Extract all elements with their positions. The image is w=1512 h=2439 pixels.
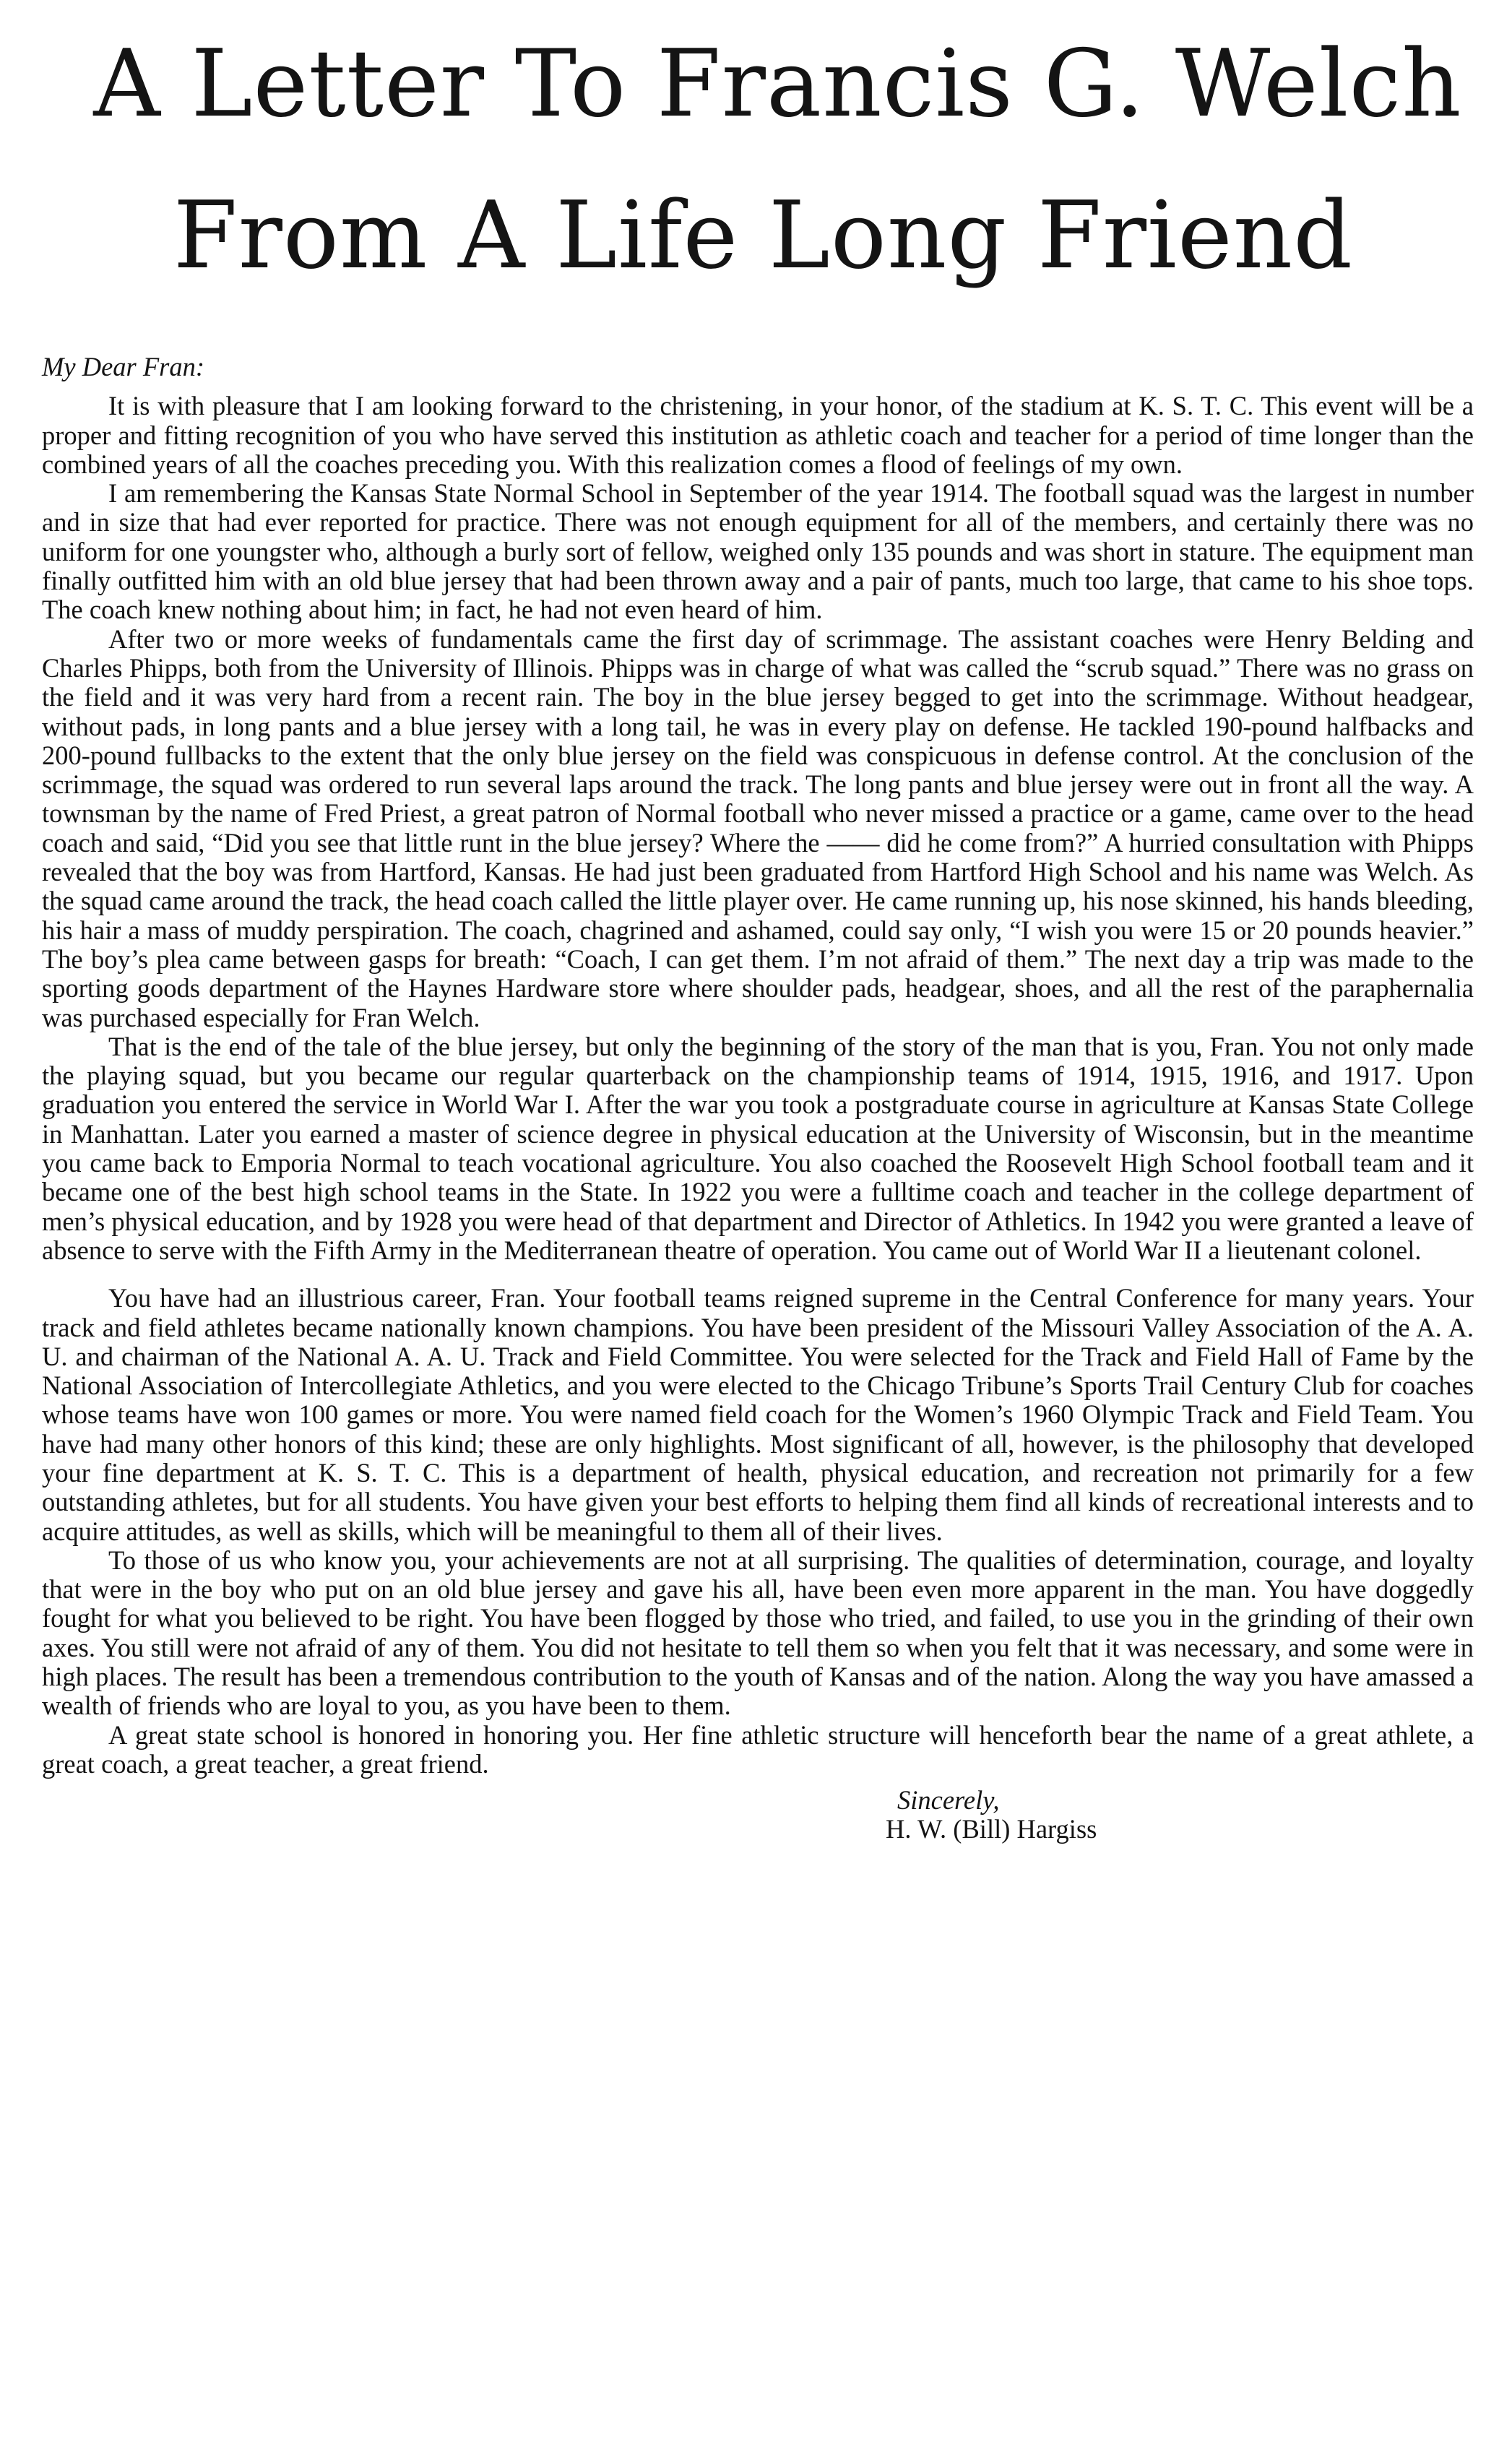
valediction: Sincerely, bbox=[897, 1785, 1000, 1816]
closing-block bbox=[886, 1786, 1474, 1844]
paragraph-3: After two or more weeks of fundamentals came the first day of scrimmage. The assistant coaches were Henry Belding and Charles Phipps, both from the University of Illinois. Phipps was in charge of what was called the “scrub squad.” There was no grass on the field and it was very hard from a recent rain. The boy in the blue jersey begged to get into the scrimmage. Without headgear, without pads, in long pants and a blue jersey with a long tail, he was in every play on defense. He tackled 190-pound halfbacks and 200-pound fullbacks to the extent that the only blue jersey on the field was conspicuous in defense control. At the conclusion of the scrimmage, the squad was ordered to run several laps around the track. The long pants and blue jersey were out in front all the way. A townsman by the name of Fred Priest, a great patron of Normal football who never missed a practice or a game, came over to the head coach and said, “Did you see that little runt in the blue jersey? Where the —— did he come from?” A hurried consultation with Phipps revealed that the boy was from Hartford, Kansas. He had just been graduated from Hartford High School and his name was Welch. As the squad came around the track, the head coach called the little player over. He came running up, his nose skinned, his hands bleeding, his hair a mass of muddy perspiration. The coach, chagrined and ashamed, could say only, “I wish you were 15 or 20 pounds heavier.” The boy’s plea came between gasps for breath: “Coach, I can get them. I’m not afraid of them.” The next day a trip was made to the sporting goods department of the Haynes Hardware store where shoulder pads, headgear, shoes, and all the rest of the paraphernalia was purchased especially for Fran Welch. bbox=[42, 623, 1474, 1032]
paragraph-7: A great state school is honored in honoring you. Her fine athletic structure will henceforth bear the name of a great athlete, a great coach, a great teacher, a great friend. bbox=[42, 1719, 1474, 1779]
title-line-1: A Letter To Francis G. Welch bbox=[93, 30, 1462, 138]
paragraph-5: You have had an illustrious career, Fran. Your football teams reigned supreme in the Central Conference for many years. Your track and field athletes became nationally known champions. You have been president of the Missouri Valley Association of the A. A. U. and chairman of the National A. A. U. Track and Field Committee. You were selected for the Track and Field Hall of Fame by the National Association of Intercollegiate Athletics, and you were elected to the Chicago Tribune’s Sports Trail Century Club for coaches whose teams have won 100 games or more. You were named field coach for the Women’s 1960 Olympic Track and Field Team. You have had many other honors of this kind; these are only highlights. Most significant of all, however, is the philosophy that developed your fine department at K. S. T. C. This is a department of health, physical education, and recreation not primarily for a few outstanding athletes, but for all students. You have given your best efforts to helping them find all kinds of recreational interests and to acquire attitudes, as well as skills, which will be meaningful to them all of their lives. bbox=[42, 1283, 1474, 1546]
letter-body bbox=[42, 353, 1474, 1844]
page-title bbox=[0, 30, 1512, 290]
paragraph-4: That is the end of the tale of the blue jersey, but only the beginning of the story of the man that is you, Fran. You not only made the playing squad, but you became our regular quarterback on the championship teams of 1914, 1915, 1916, and 1917. Upon graduation you entered the service in World War I. After the war you took a postgraduate course in agriculture at Kansas State College in Manhattan. Later you earned a master of science degree in physical education at the University of Wisconsin, but in the meantime you came back to Emporia Normal to teach vocational agriculture. You also coached the Roosevelt High School football team and it became one of the best high school teams in the State. In 1922 you were a fulltime coach and teacher in the college department of men’s physical education, and by 1928 you were head of that department and Director of Athletics. In 1942 you were granted a leave of absence to serve with the Fifth Army in the Mediterranean theatre of operation. You came out of World War II a lieutenant colonel. bbox=[42, 1031, 1474, 1265]
paragraph-6: To those of us who know you, your achievements are not at all surprising. The qualities of determination, courage, and loyalty that were in the boy who put on an old blue jersey and gave his all, have been even more apparent in the man. You have doggedly fought for what you believed to be right. You have been flogged by those who tried, and failed, to use you in the grinding of their own axes. You still were not afraid of any of them. You did not hesitate to tell them so when you felt that it was necessary, and some were in high places. The result has been a tremendous contribution to the youth of Kansas and of the nation. Along the way you have amassed a wealth of friends who are loyal to you, as you have been to them. bbox=[42, 1545, 1474, 1721]
paragraph-1: It is with pleasure that I am looking forward to the christening, in your honor, of the stadium at K. S. T. C. This event will be a proper and fitting recognition of you who have served this institution as athletic coach and teacher for a period of time longer than the combined years of all the coaches preceding you. With this realization comes a flood of feelings of my own. bbox=[42, 391, 1474, 479]
salutation: My Dear Fran: bbox=[42, 352, 205, 381]
signature: H. W. (Bill) Hargiss bbox=[886, 1814, 1097, 1844]
title-line-2: From A Life Long Friend bbox=[173, 182, 1354, 290]
paragraph-2: I am remembering the Kansas State Normal School in September of the year 1914. The football squad was the largest in number and in size that had ever reported for practice. There was not enough equipment for all of the members, and certainly there was no uniform for one youngster who, although a burly sort of fellow, weighed only 135 pounds and was short in stature. The equipment man finally outfitted him with an old blue jersey that had been thrown away and a pair of pants, much too large, that came to his shoe tops. The coach knew nothing about him; in fact, he had not even heard of him. bbox=[42, 478, 1474, 625]
